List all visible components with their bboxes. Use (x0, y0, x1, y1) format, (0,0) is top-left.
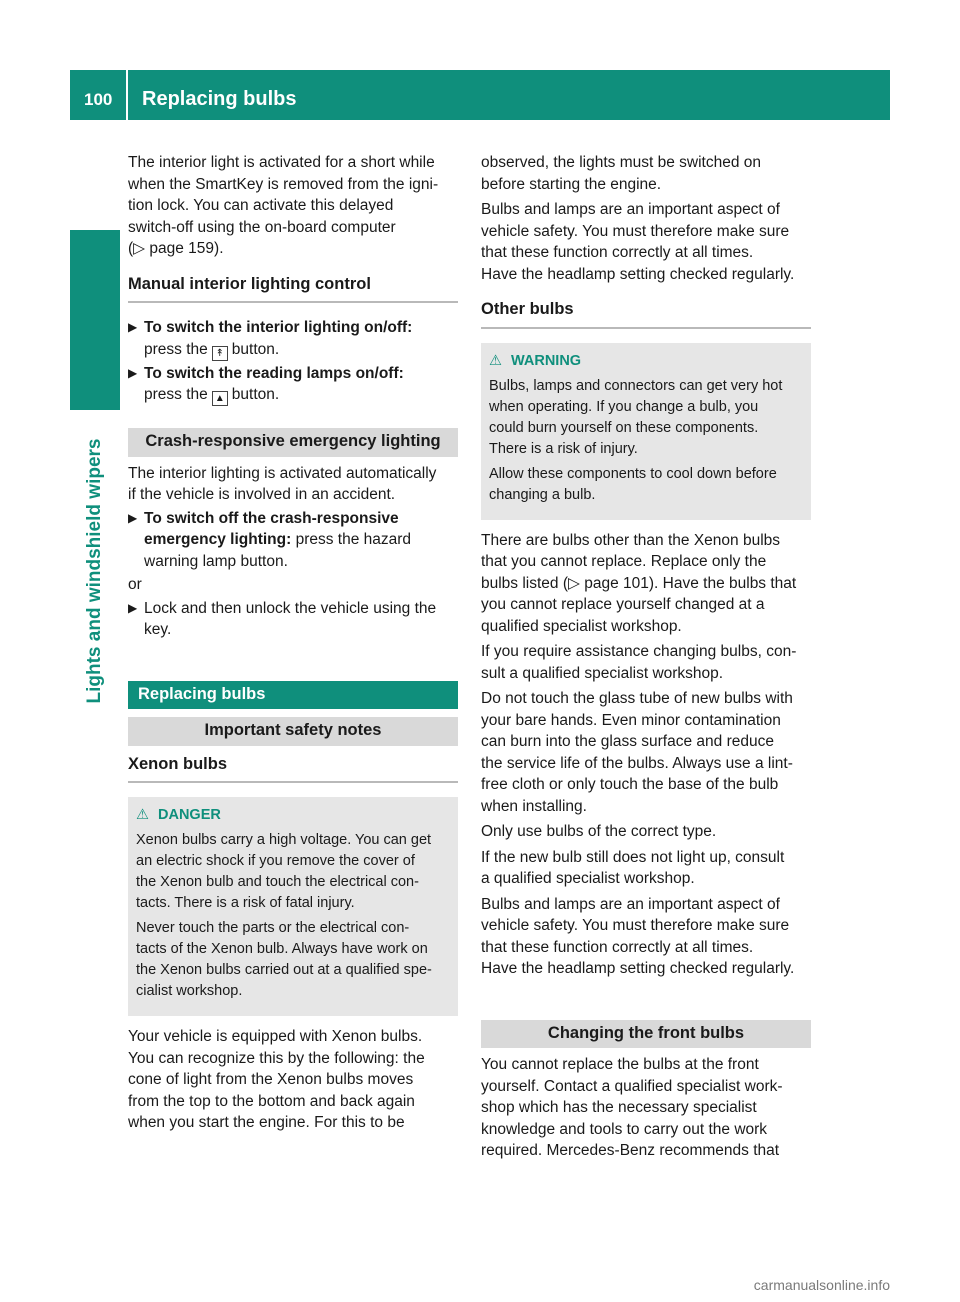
side-tab (70, 230, 120, 410)
crash-lighting-heading: Crash-responsive emergency lighting (128, 428, 458, 457)
left-column (128, 152, 458, 1136)
step-arrow-icon: ▶ (128, 510, 138, 525)
danger-box: ⚠ DANGER Xenon bulbs carry a high voltage. You can get an electric shock if you remove the cover of the Xenon bulb and touch the electrical con- tacts. There is a risk of fatal injury. Never touch the parts or the electrical con- tacts of the Xenon bulb. Always have work on the Xenon bulbs carried out at a qualified spe- cialist workshop. (128, 797, 458, 1016)
header-divider (126, 70, 128, 120)
warning-triangle-icon: ⚠ (489, 352, 502, 369)
page-number: 100 (84, 90, 113, 109)
page-reference[interactable]: bulbs listed (▷ page 101). Have the bulbs that (481, 574, 797, 592)
page-reference[interactable]: (▷ page 159). (128, 240, 224, 257)
interior-light-icon: ↟ (212, 346, 228, 361)
intro-paragraph: The interior light is activated for a short while when the SmartKey is removed from the igni- tion lock. You can activate this delayed switch-off using the on-board computer (▷ page 159). (128, 154, 439, 257)
section-title: Replacing bulbs (142, 88, 297, 110)
or-text: or (128, 576, 142, 593)
step-arrow-icon: ▶ (128, 320, 138, 334)
xenon-heading: Xenon bulbs (128, 754, 458, 784)
step-arrow-icon: ▶ (128, 365, 138, 380)
other-bulbs-heading: Other bulbs (481, 299, 811, 329)
step-arrow-icon: ▶ (128, 600, 138, 615)
footer-watermark: carmanualsonline.info (753, 1277, 890, 1293)
warning-title: WARNING (511, 352, 582, 369)
step-crash-lighting: ▶ To switch off the crash-responsive emergency lighting: press the hazard warning lamp button. (128, 509, 412, 570)
safety-notes-heading: Important safety notes (128, 717, 458, 746)
crash-paragraph: The interior lighting is activated automatically if the vehicle is involved in an accident. (128, 464, 437, 503)
step-reading-lamps: ▶ To switch the reading lamps on/off: press the ▲ button. (128, 364, 404, 404)
warning-triangle-icon: ⚠ (136, 807, 149, 823)
side-label: Lights and windshield wipers (84, 438, 105, 704)
manual-lighting-heading: Manual interior lighting control (128, 274, 458, 304)
right-column: observed, the lights must be switched on before starting the engine. Bulbs and lamps are an important aspect of vehicle safety. You must therefore make sure that these function correctly at all times. Have the headlamp setting checked regularly. Other bulbs ⚠ WARNING Bulbs, lamps and connectors can get very hot when operating. If you change a bulb, you could burn yourself on these components. There is a risk of injury. Allow these components to cool down before changing a bulb. There are bulbs other than the Xenon bulbs that you cannot replace. Replace only the bulbs listed (▷ page 101). Have the bulbs that you cannot replace yourself changed at a qualified specialist workshop. If you require assistance changing bulbs, con- sult a qualified specialist workshop. Do not touch the glass tube of new bulbs with your bare hands. Even minor contamination can burn into the glass surface and reduce the service life of the bulbs. Always use a lint- free cloth or only touch the base of the bulb when installing. Only use bulbs of the correct type. If the new bulb still does not light up, consult a qualified specialist workshop. Bulbs and lamps are an important aspect of vehicle safety. You must therefore make sure that these function correctly at all times. Have the headlamp setting checked regularly. Changing the front bulbs You cannot replace the bulbs at the front yourself. Contact a qualified specialist work- shop which has the necessary specialist knowledge and tools to carry out the work required. Mercedes-Benz recommends that (481, 152, 811, 1164)
front-bulbs-heading: Changing the front bulbs (481, 1020, 811, 1049)
page-header (70, 70, 890, 120)
xenon-paragraph: Your vehicle is equipped with Xenon bulbs. You can recognize this by the following: the cone of light from the Xenon bulbs moves from the top to the bottom and back again when you start the engine. For this to be (128, 1028, 425, 1131)
replacing-bulbs-heading: Replacing bulbs (128, 681, 458, 710)
warning-box: ⚠ WARNING Bulbs, lamps and connectors can get very hot when operating. If you change a bulb, you could burn yourself on these components. There is a risk of injury. Allow these components to cool down before changing a bulb. (481, 343, 811, 520)
side-label-wrap (70, 420, 120, 720)
step-interior-lighting: ▶ To switch the interior lighting on/off: press the ↟ button. (128, 319, 413, 359)
step-lock-unlock: ▶ Lock and then unlock the vehicle using the key. (128, 599, 437, 638)
reading-lamp-icon: ▲ (212, 391, 228, 406)
danger-title: DANGER (158, 807, 221, 823)
